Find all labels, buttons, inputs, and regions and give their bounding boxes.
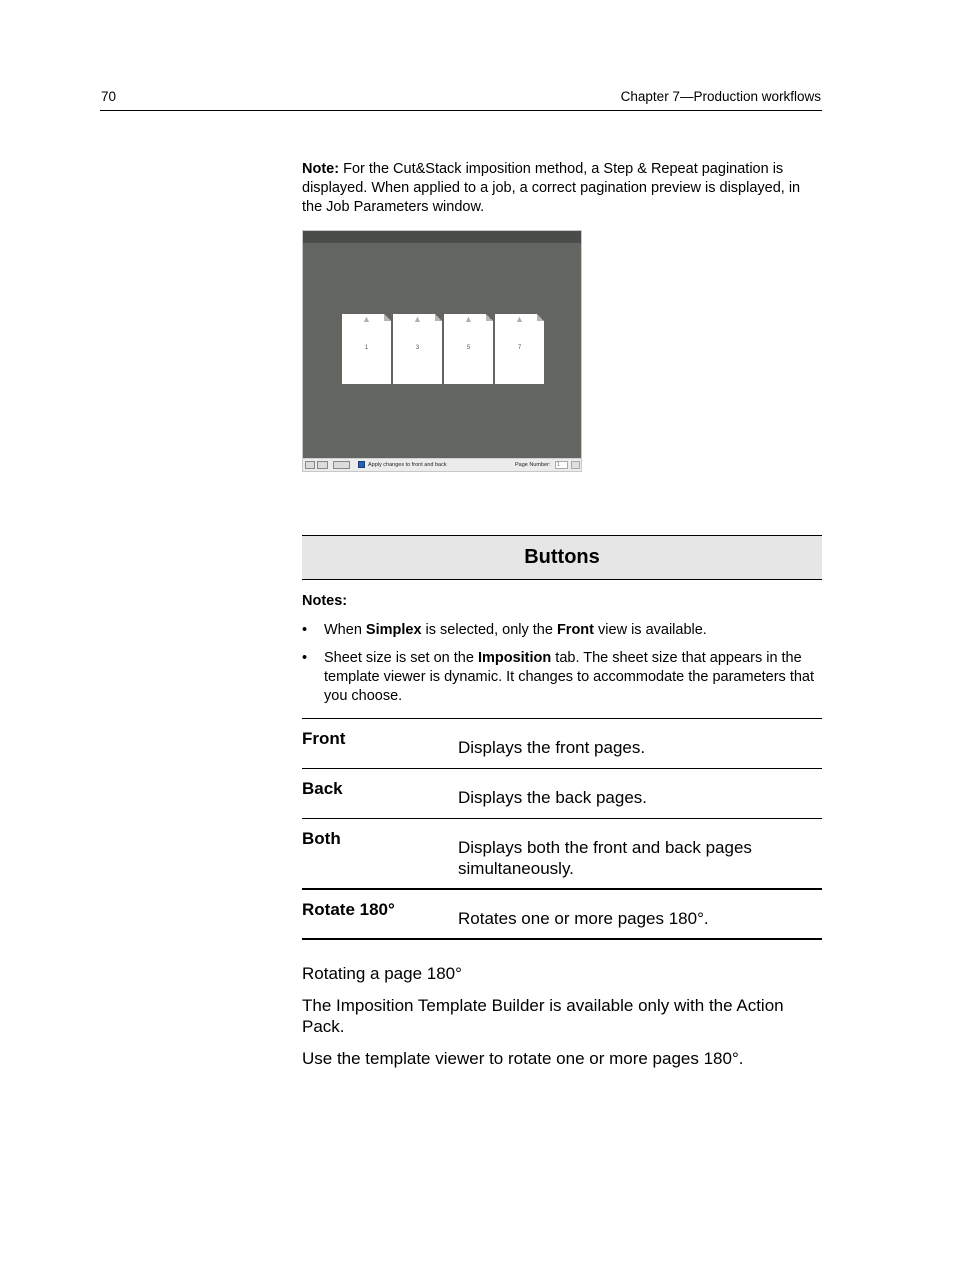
page-thumbnail: [444, 314, 493, 384]
up-arrow-icon: ▲: [515, 314, 524, 324]
button-description: Rotates one or more pages 180°.: [458, 909, 709, 928]
header-rule: [100, 110, 822, 111]
body-paragraph: The Imposition Template Builder is available only with the Action Pack.: [302, 996, 784, 1036]
page-number: 70: [101, 89, 117, 104]
page-fold-icon: [435, 314, 442, 321]
note-label: Note:: [302, 161, 340, 177]
body-paragraph: Use the template viewer to rotate one or more pages 180°.: [302, 1049, 744, 1068]
both-view-button[interactable]: [333, 461, 350, 469]
page-number-input[interactable]: 1: [555, 461, 568, 469]
refresh-button[interactable]: [571, 461, 580, 469]
back-view-button[interactable]: [317, 461, 328, 469]
page-fold-icon: [537, 314, 544, 321]
button-description: Displays the back pages.: [458, 788, 647, 807]
section-heading: Rotating a page 180°: [302, 964, 462, 983]
button-description: Displays both the front and back pages simultaneously.: [458, 838, 752, 878]
bullet-bold: Imposition: [477, 650, 552, 666]
page-thumbnail-number: 5: [466, 345, 471, 351]
note-text: For the Cut&Stack imposition method, a Step & Repeat pagination is displayed. When applied to a job, a correct pagination preview is displayed, in the Job Parameters window.: [302, 161, 801, 215]
button-term: Back: [302, 779, 343, 798]
table-rule: [302, 768, 822, 769]
table-rule: [302, 818, 822, 819]
viewer-toolbar: [303, 458, 581, 471]
button-term: Rotate 180°: [302, 900, 395, 919]
bullet-text: Sheet size is set on the: [324, 650, 478, 666]
buttons-table-header: Buttons: [302, 535, 822, 580]
apply-front-back-checkbox[interactable]: [358, 461, 365, 468]
page-thumbnail: [393, 314, 442, 384]
bullet-bold: Front: [556, 622, 594, 638]
viewer-title-bar: [303, 231, 581, 243]
chapter-title: Chapter 7—Production workflows: [620, 89, 821, 104]
bullet-text: is selected, only the: [421, 622, 557, 638]
bullet-text: When: [324, 622, 366, 638]
bullet-text: view is available.: [594, 622, 707, 638]
bullet-icon: •: [302, 622, 308, 638]
button-description: Displays the front pages.: [458, 738, 646, 757]
front-view-button[interactable]: [305, 461, 315, 469]
note-paragraph: [302, 160, 822, 217]
page-fold-icon: [384, 314, 391, 321]
button-term: Both: [302, 829, 341, 848]
page-number-label: Page Number:: [515, 462, 551, 468]
bullet-text: tab. The sheet size that appears in the template viewer is dynamic. It changes to accommodate the parameters that you choose.: [324, 650, 815, 704]
up-arrow-icon: ▲: [362, 314, 371, 324]
up-arrow-icon: ▲: [464, 314, 473, 324]
page-thumbnail: [495, 314, 544, 384]
apply-front-back-label: Apply changes to front and back: [368, 462, 447, 468]
table-bottom-rule: [302, 938, 822, 940]
table-rule: [302, 888, 822, 890]
page-thumbnail-number: 7: [517, 345, 522, 351]
page-fold-icon: [486, 314, 493, 321]
up-arrow-icon: ▲: [413, 314, 422, 324]
button-term: Front: [302, 729, 346, 748]
page-thumbnail-number: 3: [415, 345, 420, 351]
bullet-icon: •: [302, 650, 308, 666]
bullet-bold: Simplex: [365, 622, 422, 638]
table-rule: [302, 718, 822, 719]
notes-label: Notes:: [302, 593, 348, 609]
template-viewer-screenshot: [302, 230, 582, 472]
page-thumbnail: [342, 314, 391, 384]
page-thumbnail-number: 1: [364, 345, 369, 351]
